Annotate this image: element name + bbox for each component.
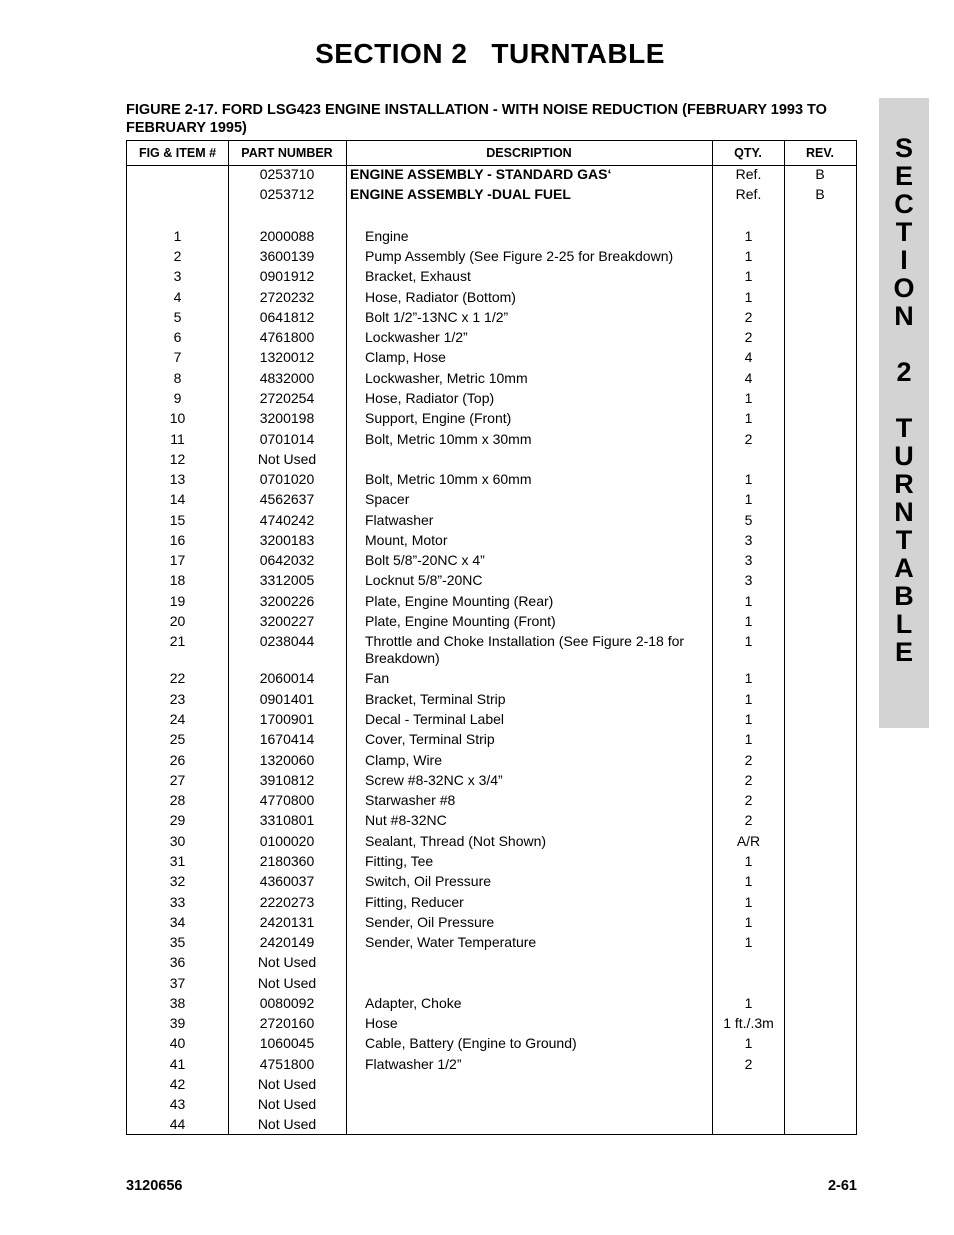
part-number: 1320060 xyxy=(259,752,315,768)
description: Sender, Oil Pressure xyxy=(365,914,495,930)
side-tab-letter: O xyxy=(893,273,915,303)
side-tab-letter: A xyxy=(894,553,914,583)
description: Hose, Radiator (Bottom) xyxy=(365,289,516,305)
item-number: 32 xyxy=(169,873,186,889)
quantity: 1 xyxy=(744,248,753,264)
side-tab-letter: N xyxy=(894,301,914,331)
description: Decal - Terminal Label xyxy=(365,711,505,727)
part-number: 0253710 xyxy=(259,166,315,182)
item-number: 15 xyxy=(169,512,186,528)
description: Hose xyxy=(365,1015,398,1031)
item-number: 7 xyxy=(173,349,182,365)
section-title xyxy=(0,38,954,70)
item-number: 19 xyxy=(169,593,186,609)
item-number: 24 xyxy=(169,711,186,727)
side-tab-letter: T xyxy=(895,525,913,555)
quantity: 1 xyxy=(744,228,753,244)
item-number: 2 xyxy=(173,248,182,264)
item-number: 18 xyxy=(169,572,186,588)
side-tab-letter: R xyxy=(894,469,914,499)
description: Plate, Engine Mounting (Rear) xyxy=(365,593,554,609)
part-number: 0901912 xyxy=(259,268,315,284)
description: Sender, Water Temperature xyxy=(365,934,537,950)
item-number: 40 xyxy=(169,1035,186,1051)
side-tab-letter: 2 xyxy=(896,357,912,387)
quantity: 2 xyxy=(744,772,753,788)
part-number: 0701020 xyxy=(259,471,315,487)
side-tab-letter: E xyxy=(894,161,913,191)
quantity: 4 xyxy=(744,370,753,386)
quantity: 1 xyxy=(744,268,753,284)
item-number: 9 xyxy=(173,390,182,406)
part-number: 0641812 xyxy=(259,309,315,325)
quantity: Ref. xyxy=(735,186,762,202)
side-tab-letter: U xyxy=(894,441,914,471)
item-number: 27 xyxy=(169,772,186,788)
side-tab-letter: I xyxy=(900,245,908,275)
quantity: 2 xyxy=(744,329,753,345)
quantity: 1 xyxy=(744,934,753,950)
part-number: 1060045 xyxy=(259,1035,315,1051)
quantity: 1 xyxy=(744,873,753,889)
side-tab-letter: L xyxy=(895,609,913,639)
description: Adapter, Choke xyxy=(365,995,462,1011)
part-number: 2180360 xyxy=(259,853,315,869)
side-tab-letter: T xyxy=(895,217,913,247)
description: Engine xyxy=(365,228,409,244)
quantity: 4 xyxy=(744,349,753,365)
item-number: 31 xyxy=(169,853,186,869)
item-number: 6 xyxy=(173,329,182,345)
item-number: 34 xyxy=(169,914,186,930)
section-name: TURNTABLE xyxy=(491,38,665,69)
part-number: Not Used xyxy=(257,954,317,970)
description: Fitting, Reducer xyxy=(365,894,464,910)
header-qty: QTY. xyxy=(734,146,762,160)
quantity: A/R xyxy=(736,833,761,849)
description: Throttle and Choke Installation (See Figure 2-18 for Breakdown) xyxy=(365,633,685,666)
part-number: 2420131 xyxy=(259,914,315,930)
description: Pump Assembly (See Figure 2-25 for Breakdown) xyxy=(365,248,674,264)
part-number: 2420149 xyxy=(259,934,315,950)
quantity: 1 xyxy=(744,633,753,649)
item-number: 25 xyxy=(169,731,186,747)
description: Bolt, Metric 10mm x 60mm xyxy=(365,471,532,487)
item-number: 39 xyxy=(169,1015,186,1031)
description: Flatwasher xyxy=(365,512,434,528)
part-number: 0642032 xyxy=(259,552,315,568)
quantity: 1 xyxy=(744,670,753,686)
item-number: 42 xyxy=(169,1076,186,1092)
quantity: 3 xyxy=(744,572,753,588)
part-number: Not Used xyxy=(257,451,317,467)
item-number: 44 xyxy=(169,1116,186,1132)
quantity: 2 xyxy=(744,752,753,768)
description: Lockwasher 1/2” xyxy=(365,329,468,345)
description: ENGINE ASSEMBLY - STANDARD GAS‘ xyxy=(350,166,612,182)
part-number: 3200183 xyxy=(259,532,315,548)
part-number: Not Used xyxy=(257,1076,317,1092)
item-number: 29 xyxy=(169,812,186,828)
description: Bolt 5/8”-20NC x 4” xyxy=(365,552,485,568)
item-number: 10 xyxy=(169,410,186,426)
side-tab-letter: C xyxy=(894,189,914,219)
figure-title: FIGURE 2-17. FORD LSG423 ENGINE INSTALLATION - WITH NOISE REDUCTION (FEBRUARY 1993 TO FEBRUARY 1995) xyxy=(126,102,827,136)
item-number: 38 xyxy=(169,995,186,1011)
revision: B xyxy=(815,166,825,182)
header-description: DESCRIPTION xyxy=(486,146,572,160)
part-number: 2720160 xyxy=(259,1015,315,1031)
quantity: 2 xyxy=(744,431,753,447)
column-divider xyxy=(346,141,347,1134)
quantity: 2 xyxy=(744,309,753,325)
side-tab-letter: N xyxy=(894,497,914,527)
description: Support, Engine (Front) xyxy=(365,410,512,426)
quantity: 1 xyxy=(744,593,753,609)
description: Locknut 5/8”-20NC xyxy=(365,572,483,588)
quantity: 1 xyxy=(744,491,753,507)
item-number: 5 xyxy=(173,309,182,325)
part-number: 4770800 xyxy=(259,792,315,808)
item-number: 4 xyxy=(173,289,182,305)
side-tab-letter: S xyxy=(894,133,913,163)
quantity: 1 xyxy=(744,853,753,869)
description: Starwasher #8 xyxy=(365,792,456,808)
page-number: 2-61 xyxy=(827,1178,857,1194)
part-number: 4751800 xyxy=(259,1056,315,1072)
description: Nut #8-32NC xyxy=(365,812,447,828)
item-number: 17 xyxy=(169,552,186,568)
item-number: 20 xyxy=(169,613,186,629)
item-number: 14 xyxy=(169,491,186,507)
quantity: 1 xyxy=(744,613,753,629)
quantity: 1 xyxy=(744,289,753,305)
part-number: 4761800 xyxy=(259,329,315,345)
side-tab-letter: B xyxy=(894,581,914,611)
quantity: 1 ft./.3m xyxy=(723,1015,774,1031)
item-number: 30 xyxy=(169,833,186,849)
item-number: 41 xyxy=(169,1056,186,1072)
description: Bracket, Terminal Strip xyxy=(365,691,506,707)
item-number: 13 xyxy=(169,471,186,487)
item-number: 8 xyxy=(173,370,182,386)
description: Bracket, Exhaust xyxy=(365,268,471,284)
quantity: 1 xyxy=(744,731,753,747)
quantity: 1 xyxy=(744,894,753,910)
item-number: 21 xyxy=(169,633,186,649)
part-number: 3910812 xyxy=(259,772,315,788)
quantity: 1 xyxy=(744,410,753,426)
header-part-number: PART NUMBER xyxy=(241,146,333,160)
item-number: 26 xyxy=(169,752,186,768)
part-number: 3200227 xyxy=(259,613,315,629)
header-item: FIG & ITEM # xyxy=(138,146,217,160)
column-divider xyxy=(784,141,785,1134)
description: Lockwasher, Metric 10mm xyxy=(365,370,528,386)
item-number: 33 xyxy=(169,894,186,910)
description: Fan xyxy=(365,670,390,686)
part-number: 4562637 xyxy=(259,491,315,507)
description: Bolt 1/2”-13NC x 1 1/2” xyxy=(365,309,509,325)
part-number: 3200198 xyxy=(259,410,315,426)
part-number: 3600139 xyxy=(259,248,315,264)
description: Spacer xyxy=(365,491,410,507)
part-number: 4360037 xyxy=(259,873,315,889)
document-number: 3120656 xyxy=(126,1178,183,1194)
item-number: 12 xyxy=(169,451,186,467)
description: Clamp, Hose xyxy=(365,349,446,365)
part-number: 4740242 xyxy=(259,512,315,528)
quantity: 5 xyxy=(744,512,753,528)
quantity: 1 xyxy=(744,691,753,707)
quantity: 2 xyxy=(744,812,753,828)
revision: B xyxy=(815,186,825,202)
part-number: 3200226 xyxy=(259,593,315,609)
part-number: 0100020 xyxy=(259,833,315,849)
quantity: 3 xyxy=(744,532,753,548)
description: Clamp, Wire xyxy=(365,752,443,768)
description: Screw #8-32NC x 3/4” xyxy=(365,772,503,788)
section-side-tab xyxy=(879,98,929,728)
quantity: 1 xyxy=(744,711,753,727)
item-number: 37 xyxy=(169,975,186,991)
section-number: SECTION 2 xyxy=(315,38,468,69)
item-number: 16 xyxy=(169,532,186,548)
part-number: 0080092 xyxy=(259,995,315,1011)
description: Cable, Battery (Engine to Ground) xyxy=(365,1035,577,1051)
item-number: 1 xyxy=(173,228,182,244)
description: Fitting, Tee xyxy=(365,853,434,869)
part-number: 1700901 xyxy=(259,711,315,727)
part-number: 0901401 xyxy=(259,691,315,707)
part-number: 0253712 xyxy=(259,186,315,202)
description: ENGINE ASSEMBLY -DUAL FUEL xyxy=(350,186,571,202)
item-number: 23 xyxy=(169,691,186,707)
quantity: 2 xyxy=(744,1056,753,1072)
quantity: 3 xyxy=(744,552,753,568)
part-number: Not Used xyxy=(257,1096,317,1112)
part-number: 3312005 xyxy=(259,572,315,588)
part-number: 1320012 xyxy=(259,349,315,365)
item-number: 36 xyxy=(169,954,186,970)
part-number: 2720232 xyxy=(259,289,315,305)
part-number: Not Used xyxy=(257,975,317,991)
description: Mount, Motor xyxy=(365,532,448,548)
description: Plate, Engine Mounting (Front) xyxy=(365,613,556,629)
part-number: 2060014 xyxy=(259,670,315,686)
item-number: 43 xyxy=(169,1096,186,1112)
description: Flatwasher 1/2” xyxy=(365,1056,462,1072)
description: Sealant, Thread (Not Shown) xyxy=(365,833,547,849)
part-number: 2220273 xyxy=(259,894,315,910)
quantity: Ref. xyxy=(735,166,762,182)
quantity: 1 xyxy=(744,390,753,406)
quantity: 1 xyxy=(744,995,753,1011)
part-number: 2000088 xyxy=(259,228,315,244)
part-number: 2720254 xyxy=(259,390,315,406)
quantity: 2 xyxy=(744,792,753,808)
header-rev: REV. xyxy=(805,146,835,160)
description: Cover, Terminal Strip xyxy=(365,731,495,747)
item-number: 22 xyxy=(169,670,186,686)
part-number: Not Used xyxy=(257,1116,317,1132)
item-number: 28 xyxy=(169,792,186,808)
side-tab-letter: E xyxy=(894,637,913,667)
part-number: 3310801 xyxy=(259,812,315,828)
quantity: 1 xyxy=(744,471,753,487)
description: Hose, Radiator (Top) xyxy=(365,390,495,406)
item-number: 3 xyxy=(173,268,182,284)
part-number: 1670414 xyxy=(259,731,315,747)
part-number: 4832000 xyxy=(259,370,315,386)
quantity: 1 xyxy=(744,914,753,930)
description: Switch, Oil Pressure xyxy=(365,873,492,889)
quantity: 1 xyxy=(744,1035,753,1051)
parts-table xyxy=(126,140,857,1135)
part-number: 0238044 xyxy=(259,633,315,649)
item-number: 11 xyxy=(170,431,185,447)
side-tab-letter: T xyxy=(895,413,913,443)
part-number: 0701014 xyxy=(259,431,315,447)
description: Bolt, Metric 10mm x 30mm xyxy=(365,431,532,447)
item-number: 35 xyxy=(169,934,186,950)
